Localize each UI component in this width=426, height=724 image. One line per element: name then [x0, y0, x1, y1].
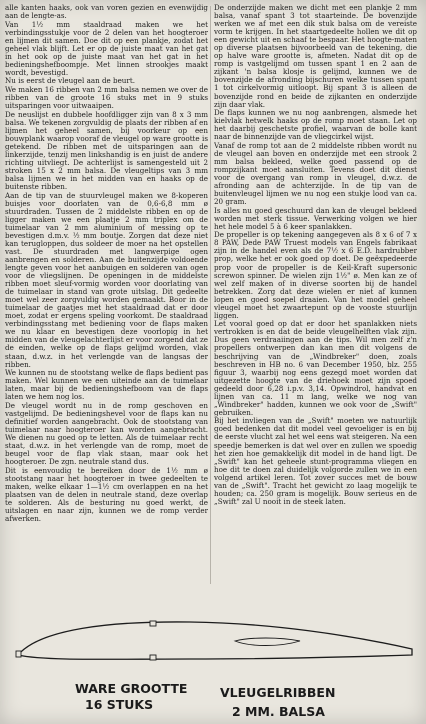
- wing-rib-outline: [18, 622, 412, 659]
- paragraph: De propeller is op tekening aangegeven als 8 x 6 of 7 x 8 PAW, Dede PAW Truest models van Engels fabrikaat zijn in de handel even als de 7½ x 6 E.D. hardrubber prop, welke het er ook goed op doet. De geëxpedeerde prop voor de propeller is de Keil-Kraft supersonic screwon spinner. De wielen zijn 1½" ø. Men kan ze of wel zelf maken of in diverse soorten bij de handel betrekken. Zorg dat deze wielen er niet af kunnen lopen en goed soepel draaien. Van het model geheel vleugel moet het zwaartepunt op de vooste stuurlijn liggen.: [214, 230, 417, 320]
- caption-material: 2 MM. BALSA: [232, 704, 325, 719]
- paragraph: Vanaf de romp tot aan de 2 middelste ribben wordt nu de vleugel aan boven en onderzijde met een strook 2 mm balsa bekleed, welke goed passend op de rompzijkant moet aansluiten. Tevens doet dit dienst voor de overgang van romp in vleugel, d.w.z. de afronding aan de achterzijde. In de tip van de buitenvleugel lijmen we nu nog een stukje lood van ca. 20 gram.: [214, 140, 417, 207]
- spar-notch: [150, 655, 156, 660]
- paragraph: Let vooral goed op dat er door het spanlakken niets vertrokken is en dat de beide vleugelhelften vlak zijn. Dus geen verdraaiingen aan de tips. Wil men zelf z'n propellers ontwerpen dan kan men dit volgens de beschrijving van de „Windbreker" doen, zoals beschreven in HB no. 6 van December 1950, blz. 255 figuur 3, waarbij nog eens gezegd moet worden dat uitgezette hoogte van de driehoek moet zijn spoed gedeeld door 6,28 i.p.v. 3,14. Opwindrol, handvat en lijnen van ca. 11 m lang, welke we nog van „Windbreker" hadden, kunnen we ook voor de „Swift" gebruiken.: [214, 319, 417, 417]
- paragraph: We maken 16 ribben van 2 mm balsa nemen we over de ribben van de groote 16 stuks met in 9 stuks uitsparingen voor uitwaaipen.: [5, 84, 208, 111]
- paragraph: Dit is eenvoudig te bereiken door de 1½ mm ø stootstang naar het hoogteroer in twee gedeelten te maken, welke elkaar 1—1½ cm overlappen en na het plaatsen van de delen in neutrale stand, deze overlap te solderen. Als de besturing nu goed werkt, de uitslagen en naar zijn, kunnen we de romp verder afwerken.: [5, 465, 208, 523]
- caption-size: WARE GROOTTE: [75, 681, 188, 696]
- paragraph: Van 1½ mm staaldraad maken we het verbindingsstukje voor de 2 delen van het hoogteroer en lijmen dit samen. Doe dit op een plankje, zodat het geheel vlak blijft. Let er op de juiste maat van het gat in het ook op de juiste maat van het gat in het bedieningshefboompje. Met linnen strookjes maakt wordt, bevestigd.: [5, 19, 208, 77]
- paragraph: alle kanten haaks, ook van voren gezien en evenwijdig aan de lengte-as.: [5, 4, 208, 21]
- caption-part: VLEUGELRIBBEN: [220, 685, 336, 700]
- spar-notch: [150, 621, 156, 626]
- paragraph: Aan de tip van de stuurvleugel maken we 8-koperen buisjes voor doorlaten van de 0,6-6,8 mm ø stuurdraden. Tussen de 2 middelste ribben en op de ligger maken we een plaatje 2 mm triplex om de tuimelaar van 2 mm aluminium of messing op te bevestigen d.m.v. ½ mm boutje. Zorgen dat deze niet kan terugloppen, dus soldeer de moer na het opstellen vast. De stuurdraden met langwerpige ogen aanbrengen en solderen. Aan de buitenzijde voldoende lengte geven voor het aanbuigen en solderen van ogen voor de vliegslijnen. De openingen in de middelste ribben moet sleuf-vormig worden voor doorlating van de tuimelaar in stand van grote uitslag. Dit gedeelte moet wel zeer zorgvuldig worden gemaakt. Boor in de tuimelaar de gaatjes met het staaldraad dat er door moet, zodat er ergens speling voorkomt. De staaldraad verbindingsstang met bediening voor de flaps maken we nu klaar en bevestigen deze voorlopig in het midden van de vleugelachterlijst er voor zorgend dat ze de einden, welke op de flaps gelijmd worden, vlak staan, d.w.z. in het verlengde van de langsas der ribben.: [5, 190, 208, 369]
- paragraph: De onderzijde maken we dicht met een plankje 2 mm balsa, vanaf spant 3 tot staarteinde. De bovenzijde werken we af met een dik stuk balsa om de vereiste vorm te krijgen. In het staartgedeelte hollen we dit op een gewicht uit en schaaf te bespaar. Het hoogte-maten op diverse plaatsen bijvoorbeeld van de tekening, die op halve ware grootte is, afmeten. Nadat dit op de romp is vastgelijmd om tussen spant 1 en 2 aan de zijkant 'n balsa klosje is gelijmd, kunnen we de bovenzijde de afronding bijschuren welke tussen spant 1 tot cirkelvormig uitloopt. Bij spant 3 is alleen de bovenzijde rond en beide de zijkanten en onderzijde zijn daar vlak.: [214, 4, 417, 109]
- caption-count: 16 STUKS: [85, 697, 154, 712]
- paragraph: De flaps kunnen we nu nog aanbrengen, alsmede het kielvlak hetwelk haaks op de romp moet staan. Let op het daarbij geschetste profiel, waarvan de bolle kant naar de binnenzijde van de vliegcirkel wijst.: [214, 108, 417, 142]
- paragraph: We kunnen nu de stootstang welke de flaps bedient pas maken. Wel kunnen we een uiteinde aan de tuimelaar laten, maar bij de bedieningshefboom van de flaps laten we hem nog los.: [5, 368, 208, 402]
- text-column-right: [214, 4, 417, 586]
- wing-rib-drawing: [0, 585, 426, 724]
- paragraph: Is alles nu goed geschuurd dan kan de vleugel bekleed worden met sterk tissue. Verwerking volgen we hier het hele model 5 à 6 keer spanlakken.: [214, 205, 417, 231]
- column-divider: [210, 6, 211, 584]
- paragraph: De neuslijst en dubbele hoofdligger zijn van 8 x 3 mm balsa. We tekenen zorgvuldig de plaats der ribben af en lijmen het geheel samen, bij voorkeur op een bouwplank waarop vooraf de vleugel op ware grootte is getekend. De ribben met de uitsparingen aan de linkerzijde, tenzij men linkshandig is en juist de andere richting uitvliegt. De achterlijst is samengesteld uit 2 stroken 15 x 2 mm balsa. De vleugeltips van 3 mm balsa lijmen we in het midden van en haaks op de buitenste ribben.: [5, 109, 208, 192]
- text-column-left: [5, 4, 208, 586]
- rib-cutout: [235, 638, 300, 646]
- paragraph: Bij het invliegen van de „Swift" moeten we natuurlijk goed bedenken dat dit model veel gevoeliger is en bij de eerste vlucht zal het wel eens wat steigeren. Na een speedje bemerken is dat wel over en zullen we spoedig het zien hoe gemakkelijk dit model in de hand ligt. De „Swift" kan het geheele stunt-programma vliegen en hoe dit te doen zal duidelijk volgorde zullen we in een volgend artikel leren. Tot zover succes met de bouw van de „Swift". Tracht het gewicht zo laag mogelijk te houden; ca. 250 gram is mogelijk. Bouw serieus en de „Swift" zal U nooit in de steek laten.: [214, 416, 417, 506]
- paragraph: Nu is eerst de vleugel aan de beurt.: [5, 76, 135, 86]
- leading-edge-notch: [16, 651, 21, 657]
- paragraph: De vleugel wordt nu in de romp geschoven en vastgelijmd. De bedieningshevel voor de flaps kan nu definitief worden aangebracht. Ook de stootstang van tuimelaar naar hoogteroer kan worden aangebracht. We dienen nu goed op te letten. Als de tuimelaar recht staat, d.w.z. in het verlengde van de romp, moet de beugel voor de flap vlak staan, maar ook het hoogteroer. De zgn. neutrale stand dus.: [5, 400, 208, 467]
